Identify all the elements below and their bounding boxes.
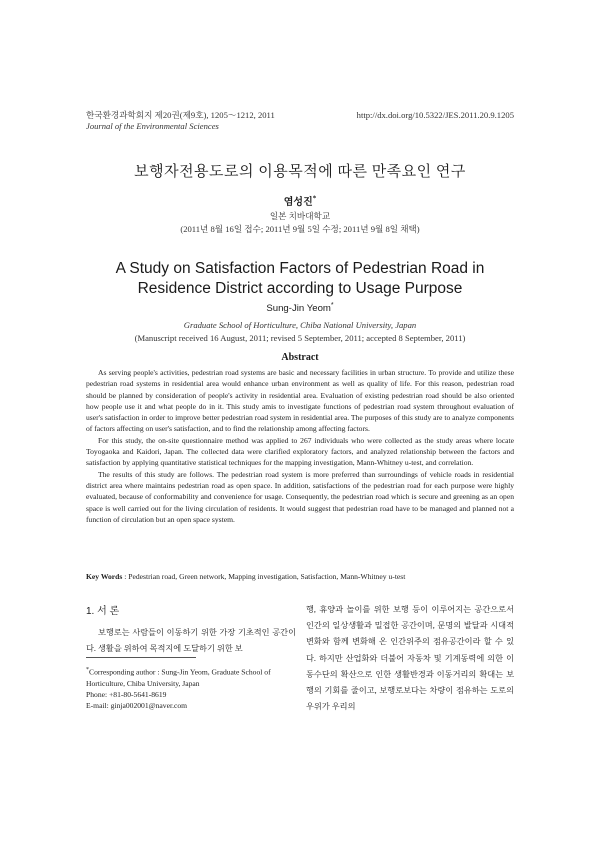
footnote-mark: *: [86, 667, 89, 673]
body-paragraph: 보행로는 사람들이 이동하기 위한 가장 기초적인 공간이다. 생활을 위하여 목적지에 도달하기 위한 보: [86, 628, 296, 654]
body-paragraph: 행, 휴양과 놀이를 위한 보행 등이 이루어지는 공간으로서 인간의 일상생활과 밀접한 공간이며, 문명의 발달과 시대적 변화와 함께 변화해 온 인간위주의 점유공간이라 할 수 있다. 하지만 산업화와 더불어 자동차 및 기계동력에 의한 이동수단의 확산으로 인한 생활반경과 이동거리의 확대는 보행의 기회를 줄이고, 보행로보다는 차량이 점유하는 도로의 우위가 우리의: [306, 605, 514, 712]
author-korean: [0, 193, 600, 208]
body-text-left: [86, 625, 296, 657]
footnote-email: E-mail: ginja002001@naver.com: [86, 701, 188, 711]
footnote-corresponding: [86, 665, 298, 689]
author-korean-mark: *: [312, 194, 317, 203]
journal-citation: [86, 110, 275, 132]
section-heading: 1. 서 론: [86, 606, 120, 617]
abstract-paragraph: For this study, the on-site questionnaire method was applied to 267 individuals who were collected as the study areas where locate Toyogaoka and Kaidori, Japan. The collected data were clarified exploratory factors, and analyzed relationship between the factors and satisfaction by applying quantitative statistical techniques for the mapping investigation, Mann-Whitney u-test, and correlation.: [86, 435, 514, 468]
author-korean-name: 염성진: [283, 197, 313, 208]
footnote-phone: Phone: +81-80-5641-8619: [86, 689, 167, 699]
footnote-divider: [86, 657, 196, 658]
received-english: (Manuscript received 16 August, 2011; revised 5 September, 2011; accepted 8 September, 2011): [134, 333, 466, 343]
title-english: A Study on Satisfaction Factors of Pedestrian Road in Residence District according to Usage Purpose: [115, 260, 485, 297]
received-korean: (2011년 8월 16일 접수; 2011년 9월 5일 수정; 2011년 9월 8일 채택): [180, 224, 420, 234]
keywords-text: : Pedestrian road, Green network, Mapping investigation, Satisfaction, Mann-Whitney u-test: [122, 572, 406, 581]
abstract-paragraph: As serving people's activities, pedestrian road systems are basic and necessary facilities in urban structure. To provide and utilize these pedestrian road systems in residential area would enhance urban environment as well as quality of life. For this reason, pedestrian road should be planned by consideration of people's activity in residential area. Evaluation of existing pedestrian road should be also oriented how people use it and what people do in it. This study amis to investigate functions of pedestrian road system throughout evaluation of user's satisfaction in order to improve better pedestrian road system in residential area. The purposes of this study are to analyze components of factors affecting on user's satisfaction, and to find the relationship among affecting factors.: [86, 368, 514, 434]
keywords-label: Key Words: [86, 572, 123, 581]
journal-name-en: Journal of the Environmental Sciences: [86, 121, 219, 131]
footnote: [86, 665, 298, 711]
journal-citation-ko: 한국환경과학회지 제20권(제9호), 1205～1212, 2011: [86, 110, 275, 120]
author-english-name: Sung-Jin Yeom: [266, 303, 331, 315]
abstract-paragraph: The results of this study are follows. The pedestrian road system is more preferred than surroundings of vehicle roads in residential district area where maintains pedestrian road as open space. In addition, satisfactions of the pedestrian road for each purpose were highly evaluated, because of conformability and convenience for usage. Consequently, the pedestrian road which is secure and greening as an open space is well carried out for the living circulation of residents. It would suggest that pedestrian road have to be managed and planned not a function of circulation but an open space system.: [86, 469, 514, 524]
affiliation-english: Graduate School of Horticulture, Chiba National University, Japan: [183, 320, 417, 330]
footnote-corresponding-text: Corresponding author : Sung-Jin Yeom, Graduate School of Horticulture, Chiba University, Japan: [86, 667, 271, 688]
author-english-mark: *: [330, 302, 334, 309]
author-english: [0, 302, 600, 314]
abstract-body: [86, 367, 514, 525]
abstract-heading: Abstract: [281, 352, 319, 363]
doi-link[interactable]: http://dx.doi.org/10.5322/JES.2011.20.9.1205: [356, 110, 514, 120]
title-korean: 보행자전용도로의 이용목적에 따른 만족요인 연구: [134, 164, 466, 180]
keywords: [86, 571, 514, 582]
body-text-right: [306, 602, 514, 715]
affiliation-korean: 일본 치바대학교: [269, 211, 331, 221]
